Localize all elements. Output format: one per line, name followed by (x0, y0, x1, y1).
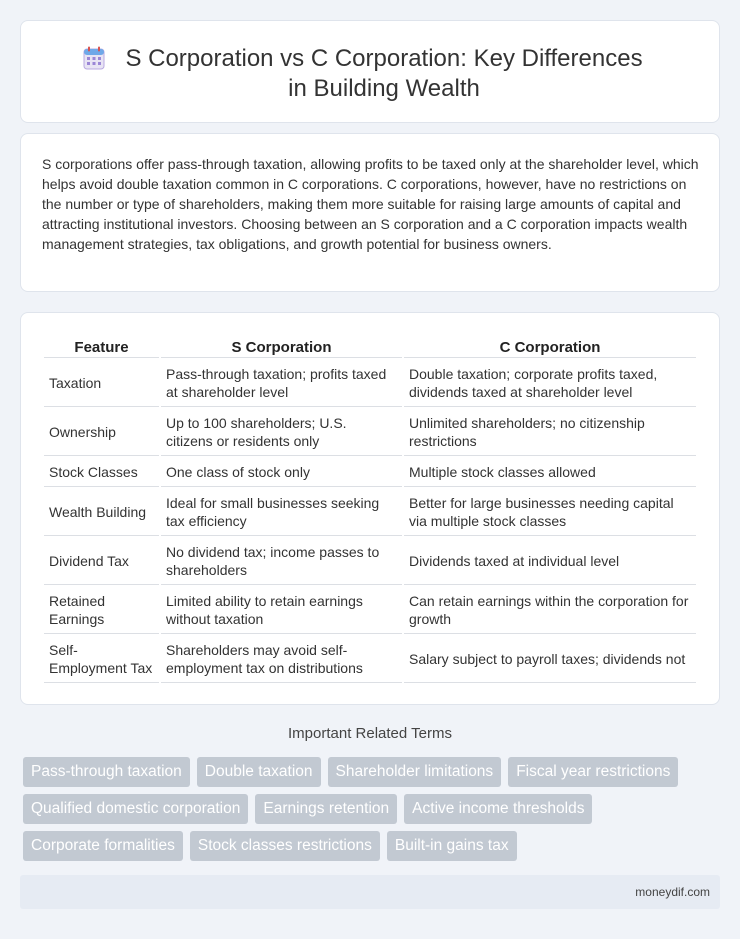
s-corp-cell: Shareholders may avoid self-employment tax on distributions (161, 636, 402, 683)
feature-cell: Wealth Building (44, 489, 159, 536)
term-tag[interactable]: Active income thresholds (404, 794, 592, 824)
term-tag[interactable]: Earnings retention (255, 794, 397, 824)
table-row (44, 489, 696, 536)
comparison-table-card (20, 312, 720, 705)
header-c-corporation: C Corporation (404, 336, 696, 358)
s-corp-cell: One class of stock only (161, 458, 402, 487)
c-corp-cell: Unlimited shareholders; no citizenship restrictions (404, 409, 696, 456)
table-row (44, 636, 696, 683)
c-corp-cell: Double taxation; corporate profits taxed, dividends taxed at shareholder level (404, 360, 696, 407)
term-tag[interactable]: Built-in gains tax (387, 831, 517, 861)
intro-paragraph: S corporations offer pass-through taxation, allowing profits to be taxed only at the shareholder level, which helps avoid double taxation common in C corporations. C corporations, however, have no restrictions on the number or type of shareholders, making them more suitable for raising large amounts of capital and attracting institutional investors. Choosing between an S corporation and a C corporation impacts wealth management strategies, tax obligations, and growth potential for business owners. (42, 156, 699, 252)
table-row (44, 587, 696, 634)
term-tag[interactable]: Stock classes restrictions (190, 831, 380, 861)
footer-site-link[interactable]: moneydif.com (635, 885, 710, 899)
related-terms-heading: Important Related Terms (288, 725, 452, 742)
c-corp-cell: Can retain earnings within the corporation for growth (404, 587, 696, 634)
c-corp-cell: Multiple stock classes allowed (404, 458, 696, 487)
feature-cell: Self-Employment Tax (44, 636, 159, 683)
s-corp-cell: Up to 100 shareholders; U.S. citizens or residents only (161, 409, 402, 456)
s-corp-cell: Ideal for small businesses seeking tax efficiency (161, 489, 402, 536)
related-terms-list (23, 757, 713, 868)
feature-cell: Stock Classes (44, 458, 159, 487)
s-corp-cell: Pass-through taxation; profits taxed at shareholder level (161, 360, 402, 407)
c-corp-cell: Better for large businesses needing capital via multiple stock classes (404, 489, 696, 536)
s-corp-cell: No dividend tax; income passes to shareholders (161, 538, 402, 585)
comparison-table (42, 334, 698, 685)
term-tag[interactable]: Corporate formalities (23, 831, 183, 861)
intro-card (20, 133, 720, 292)
term-tag[interactable]: Qualified domestic corporation (23, 794, 248, 824)
page-title: S Corporation vs C Corporation: Key Differences in Building Wealth (125, 45, 643, 102)
header-s-corporation: S Corporation (161, 336, 402, 358)
term-tag[interactable]: Double taxation (197, 757, 321, 787)
title-card (20, 20, 720, 123)
footer (20, 875, 720, 909)
term-tag[interactable]: Fiscal year restrictions (508, 757, 678, 787)
c-corp-cell: Dividends taxed at individual level (404, 538, 696, 585)
header-feature: Feature (44, 336, 159, 358)
table-row (44, 538, 696, 585)
table-row (44, 409, 696, 456)
feature-cell: Ownership (44, 409, 159, 456)
term-tag[interactable]: Pass-through taxation (23, 757, 190, 787)
table-row (44, 360, 696, 407)
c-corp-cell: Salary subject to payroll taxes; dividends not (404, 636, 696, 683)
term-tag[interactable]: Shareholder limitations (328, 757, 502, 787)
feature-cell: Retained Earnings (44, 587, 159, 634)
feature-cell: Dividend Tax (44, 538, 159, 585)
table-row (44, 458, 696, 487)
feature-cell: Taxation (44, 360, 159, 407)
s-corp-cell: Limited ability to retain earnings without taxation (161, 587, 402, 634)
table-header-row (44, 336, 696, 358)
